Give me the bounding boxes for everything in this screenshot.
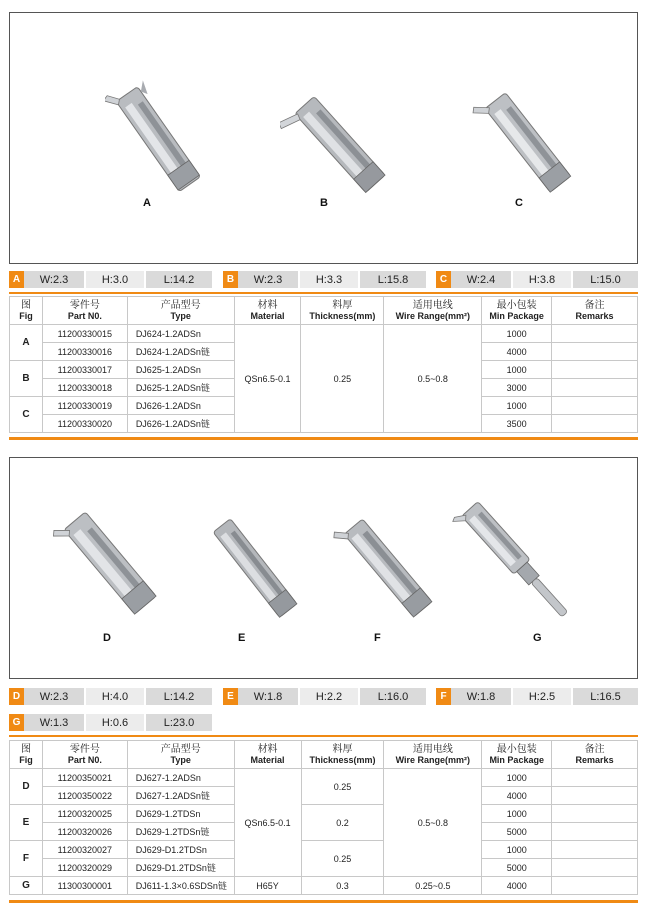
part-no-cell: 11200330017	[42, 361, 127, 379]
part-no-cell: 11200330018	[42, 379, 127, 397]
header-material: 材料 Material	[234, 741, 301, 769]
thickness-cell: 0.25	[301, 841, 384, 877]
dimension-bar-c	[436, 271, 638, 288]
table-header-row	[10, 741, 638, 769]
section-bottom-rule	[9, 437, 638, 440]
width-value: W:2.3	[24, 688, 86, 705]
package-cell: 3000	[482, 379, 552, 397]
fig-cell: B	[10, 361, 43, 397]
type-cell: DJ624-1.2ADSn链	[127, 343, 234, 361]
spec-table-abc	[9, 296, 638, 433]
type-cell: DJ624-1.2ADSn	[127, 325, 234, 343]
dimension-tag-a: A	[9, 271, 24, 288]
remarks-cell	[552, 877, 638, 895]
figure-label-g: G	[533, 632, 542, 644]
dimension-tag-f: F	[436, 688, 451, 705]
header-remarks: 备注 Remarks	[552, 741, 638, 769]
part-no-cell: 11200330019	[42, 397, 127, 415]
header-thickness: 料厚 Thickness(mm)	[301, 741, 384, 769]
length-value: L:15.0	[573, 271, 638, 288]
remarks-cell	[552, 787, 638, 805]
package-cell: 5000	[482, 859, 552, 877]
fig-cell: E	[10, 805, 43, 841]
part-no-cell: 11200320029	[42, 859, 127, 877]
figure-label-a: A	[143, 197, 151, 209]
table-row	[10, 325, 638, 343]
thickness-cell: 0.25	[301, 769, 384, 805]
terminal-image-b	[280, 83, 400, 203]
dimension-tag-d: D	[9, 688, 24, 705]
terminal-image-g	[438, 486, 598, 636]
height-value: H:3.8	[513, 271, 573, 288]
material-cell: QSn6.5-0.1	[234, 769, 301, 877]
wire-range-cell: 0.25~0.5	[384, 877, 482, 895]
remarks-cell	[552, 397, 638, 415]
remarks-cell	[552, 841, 638, 859]
width-value: W:1.8	[451, 688, 513, 705]
fig-cell: A	[10, 325, 43, 361]
type-cell: DJ625-1.2ADSn	[127, 361, 234, 379]
dimension-tag-e: E	[223, 688, 238, 705]
header-thickness: 料厚 Thickness(mm)	[301, 297, 384, 325]
header-remarks: 备注 Remarks	[552, 297, 638, 325]
length-value: L:14.2	[146, 271, 212, 288]
length-value: L:16.0	[360, 688, 426, 705]
part-no-cell: 11200320026	[42, 823, 127, 841]
table-row	[10, 805, 638, 823]
wire-range-cell: 0.5~0.8	[384, 325, 482, 433]
header-part-no: 零件号 Part N0.	[42, 297, 127, 325]
remarks-cell	[552, 769, 638, 787]
package-cell: 1000	[482, 361, 552, 379]
remarks-cell	[552, 415, 638, 433]
type-cell: DJ627-1.2ADSn	[127, 769, 234, 787]
thickness-cell: 0.25	[301, 325, 384, 433]
header-type: 产品型号 Type	[127, 297, 234, 325]
part-no-cell: 11200320025	[42, 805, 127, 823]
header-part-no: 零件号 Part N0.	[42, 741, 127, 769]
dimension-bar-b	[223, 271, 426, 288]
table-row	[10, 877, 638, 895]
fig-cell: C	[10, 397, 43, 433]
header-wire-range: 适用电线 Wire Range(mm²)	[384, 741, 482, 769]
terminal-image-a	[105, 73, 215, 203]
dimension-bar-e	[223, 688, 426, 705]
part-no-cell: 11300300001	[42, 877, 127, 895]
type-cell: DJ611-1.3×0.6SDSn链	[127, 877, 234, 895]
width-value: W:2.4	[451, 271, 513, 288]
height-value: H:2.5	[513, 688, 573, 705]
dimension-tag-b: B	[223, 271, 238, 288]
type-cell: DJ629-D1.2TDSn	[127, 841, 234, 859]
material-cell: QSn6.5-0.1	[234, 325, 301, 433]
fig-cell: D	[10, 769, 43, 805]
height-value: H:3.0	[86, 271, 146, 288]
package-cell: 1000	[482, 841, 552, 859]
spec-table-defg	[9, 740, 638, 895]
type-cell: DJ626-1.2ADSn链	[127, 415, 234, 433]
dimension-tag-g: G	[9, 714, 24, 731]
header-type: 产品型号 Type	[127, 741, 234, 769]
type-cell: DJ627-1.2ADSn链	[127, 787, 234, 805]
length-value: L:16.5	[573, 688, 638, 705]
package-cell: 4000	[482, 877, 552, 895]
part-no-cell: 11200330016	[42, 343, 127, 361]
dimension-bar-g	[9, 714, 212, 731]
photo-panel-abc	[9, 12, 638, 264]
remarks-cell	[552, 379, 638, 397]
terminal-image-e	[200, 508, 310, 628]
type-cell: DJ625-1.2ADSn链	[127, 379, 234, 397]
remarks-cell	[552, 343, 638, 361]
part-no-cell: 11200330015	[42, 325, 127, 343]
section-divider	[9, 292, 638, 294]
height-value: H:0.6	[86, 714, 146, 731]
header-min-package: 最小包装 Min Package	[482, 741, 552, 769]
figure-label-e: E	[238, 632, 246, 644]
dimension-tag-c: C	[436, 271, 451, 288]
table-row	[10, 841, 638, 859]
remarks-cell	[552, 325, 638, 343]
dimension-bar-a	[9, 271, 212, 288]
fig-cell: G	[10, 877, 43, 895]
wire-range-cell: 0.5~0.8	[384, 769, 482, 877]
part-no-cell: 11200330020	[42, 415, 127, 433]
remarks-cell	[552, 823, 638, 841]
table-row	[10, 769, 638, 787]
fig-cell: F	[10, 841, 43, 877]
figure-label-d: D	[103, 632, 111, 644]
package-cell: 1000	[482, 769, 552, 787]
height-value: H:4.0	[86, 688, 146, 705]
length-value: L:23.0	[146, 714, 212, 731]
thickness-cell: 0.3	[301, 877, 384, 895]
thickness-cell: 0.2	[301, 805, 384, 841]
header-min-package: 最小包装 Min Package	[482, 297, 552, 325]
header-wire-range: 适用电线 Wire Range(mm²)	[384, 297, 482, 325]
type-cell: DJ629-D1.2TDSn链	[127, 859, 234, 877]
material-cell: H65Y	[234, 877, 301, 895]
figure-label-b: B	[320, 197, 328, 209]
package-cell: 1000	[482, 397, 552, 415]
width-value: W:2.3	[24, 271, 86, 288]
package-cell: 4000	[482, 787, 552, 805]
dimension-bar-f	[436, 688, 638, 705]
package-cell: 4000	[482, 343, 552, 361]
remarks-cell	[552, 361, 638, 379]
table-header-row	[10, 297, 638, 325]
package-cell: 5000	[482, 823, 552, 841]
header-fig: 图 Fig	[10, 741, 43, 769]
header-fig: 图 Fig	[10, 297, 43, 325]
remarks-cell	[552, 859, 638, 877]
section-bottom-rule	[9, 900, 638, 903]
length-value: L:15.8	[360, 271, 426, 288]
figure-label-f: F	[374, 632, 381, 644]
width-value: W:2.3	[238, 271, 300, 288]
remarks-cell	[552, 805, 638, 823]
section-divider	[9, 735, 638, 737]
terminal-image-c	[468, 81, 588, 201]
type-cell: DJ629-1.2TDSn链	[127, 823, 234, 841]
package-cell: 1000	[482, 325, 552, 343]
length-value: L:14.2	[146, 688, 212, 705]
photo-panel-defg	[9, 457, 638, 679]
header-material: 材料 Material	[234, 297, 301, 325]
type-cell: DJ626-1.2ADSn	[127, 397, 234, 415]
width-value: W:1.3	[24, 714, 86, 731]
dimension-bar-d	[9, 688, 212, 705]
terminal-image-f	[328, 506, 448, 630]
part-no-cell: 11200320027	[42, 841, 127, 859]
width-value: W:1.8	[238, 688, 300, 705]
height-value: H:3.3	[300, 271, 360, 288]
type-cell: DJ629-1.2TDSn	[127, 805, 234, 823]
height-value: H:2.2	[300, 688, 360, 705]
terminal-image-d	[50, 498, 170, 628]
part-no-cell: 11200350022	[42, 787, 127, 805]
figure-label-c: C	[515, 197, 523, 209]
package-cell: 3500	[482, 415, 552, 433]
package-cell: 1000	[482, 805, 552, 823]
part-no-cell: 11200350021	[42, 769, 127, 787]
